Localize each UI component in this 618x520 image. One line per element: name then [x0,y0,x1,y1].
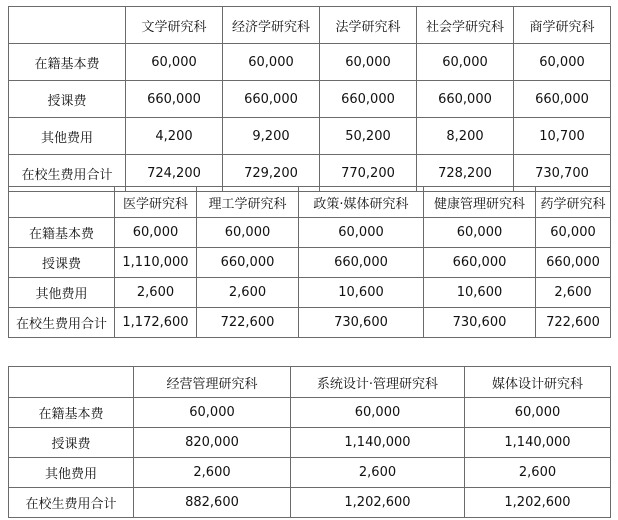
table-row [9,458,611,488]
header-cell: 商学研究科 [514,7,611,44]
table-cell: 1,110,000 [115,248,197,278]
header-corner-cell [9,367,134,398]
header-cell: 社会学研究科 [417,7,514,44]
row-label: 在籍基本费 [9,398,134,428]
header-cell: 经营管理研究科 [134,367,291,398]
table-cell: 60,000 [417,44,514,81]
tuition-table-3 [8,366,611,518]
table-cell: 60,000 [465,398,611,428]
row-label: 授课费 [9,81,126,118]
table-cell: 660,000 [223,81,320,118]
table-cell: 2,600 [465,458,611,488]
header-cell: 药学研究科 [536,187,611,218]
table-cell: 60,000 [223,44,320,81]
row-label: 其他费用 [9,118,126,155]
table-cell: 660,000 [536,248,611,278]
table-cell: 2,600 [291,458,465,488]
table-cell: 60,000 [299,218,424,248]
header-cell: 政策·媒体研究科 [299,187,424,218]
table-row [9,248,611,278]
table-cell: 820,000 [134,428,291,458]
header-cell: 系统设计·管理研究科 [291,367,465,398]
table-row [9,118,611,155]
header-corner-cell [9,7,126,44]
table-row [9,488,611,518]
table-cell: 60,000 [320,44,417,81]
table-row [9,398,611,428]
table-row [9,44,611,81]
table-row [9,81,611,118]
table-cell: 10,600 [299,278,424,308]
row-label: 其他费用 [9,278,115,308]
table-cell: 60,000 [126,44,223,81]
table-cell: 1,202,600 [291,488,465,518]
table-cell: 9,200 [223,118,320,155]
table-cell: 1,140,000 [291,428,465,458]
table-cell: 60,000 [134,398,291,428]
table-cell: 60,000 [424,218,536,248]
table-row [9,308,611,338]
header-cell: 经济学研究科 [223,7,320,44]
table-cell: 882,600 [134,488,291,518]
table-cell: 660,000 [424,248,536,278]
table-cell: 660,000 [514,81,611,118]
table-cell: 730,600 [424,308,536,338]
header-cell: 医学研究科 [115,187,197,218]
table-cell: 730,600 [299,308,424,338]
table-cell: 660,000 [417,81,514,118]
row-label: 授课费 [9,428,134,458]
table-row [9,218,611,248]
table-cell: 728,200 [417,155,514,192]
table-cell: 660,000 [320,81,417,118]
table-row [9,278,611,308]
table-cell: 2,600 [115,278,197,308]
table-cell: 1,202,600 [465,488,611,518]
header-cell: 文学研究科 [126,7,223,44]
table-cell: 2,600 [134,458,291,488]
table-cell: 60,000 [536,218,611,248]
table-cell: 50,200 [320,118,417,155]
header-cell: 理工学研究科 [197,187,299,218]
tuition-table-1 [8,6,611,192]
table-cell: 770,200 [320,155,417,192]
table-cell: 10,600 [424,278,536,308]
row-label: 其他费用 [9,458,134,488]
table-cell: 660,000 [126,81,223,118]
table-cell: 2,600 [197,278,299,308]
table-row [9,428,611,458]
row-label: 在校生费用合计 [9,488,134,518]
tuition-table-2 [8,186,611,338]
table-cell: 2,600 [536,278,611,308]
table-cell: 60,000 [291,398,465,428]
table-cell: 60,000 [197,218,299,248]
table-cell: 660,000 [197,248,299,278]
table-cell: 1,172,600 [115,308,197,338]
table-header-row [9,7,611,44]
table-header-row [9,367,611,398]
header-cell: 媒体设计研究科 [465,367,611,398]
table-cell: 724,200 [126,155,223,192]
table-cell: 8,200 [417,118,514,155]
row-label: 在校生费用合计 [9,155,126,192]
row-label: 在籍基本费 [9,44,126,81]
table-cell: 722,600 [536,308,611,338]
table-cell: 4,200 [126,118,223,155]
table-cell: 1,140,000 [465,428,611,458]
header-cell: 健康管理研究科 [424,187,536,218]
header-cell: 法学研究科 [320,7,417,44]
table-header-row [9,187,611,218]
header-corner-cell [9,187,115,218]
row-label: 在校生费用合计 [9,308,115,338]
row-label: 授课费 [9,248,115,278]
table-cell: 60,000 [115,218,197,248]
table-cell: 60,000 [514,44,611,81]
table-cell: 729,200 [223,155,320,192]
table-cell: 10,700 [514,118,611,155]
row-label: 在籍基本费 [9,218,115,248]
table-cell: 730,700 [514,155,611,192]
table-cell: 660,000 [299,248,424,278]
table-cell: 722,600 [197,308,299,338]
